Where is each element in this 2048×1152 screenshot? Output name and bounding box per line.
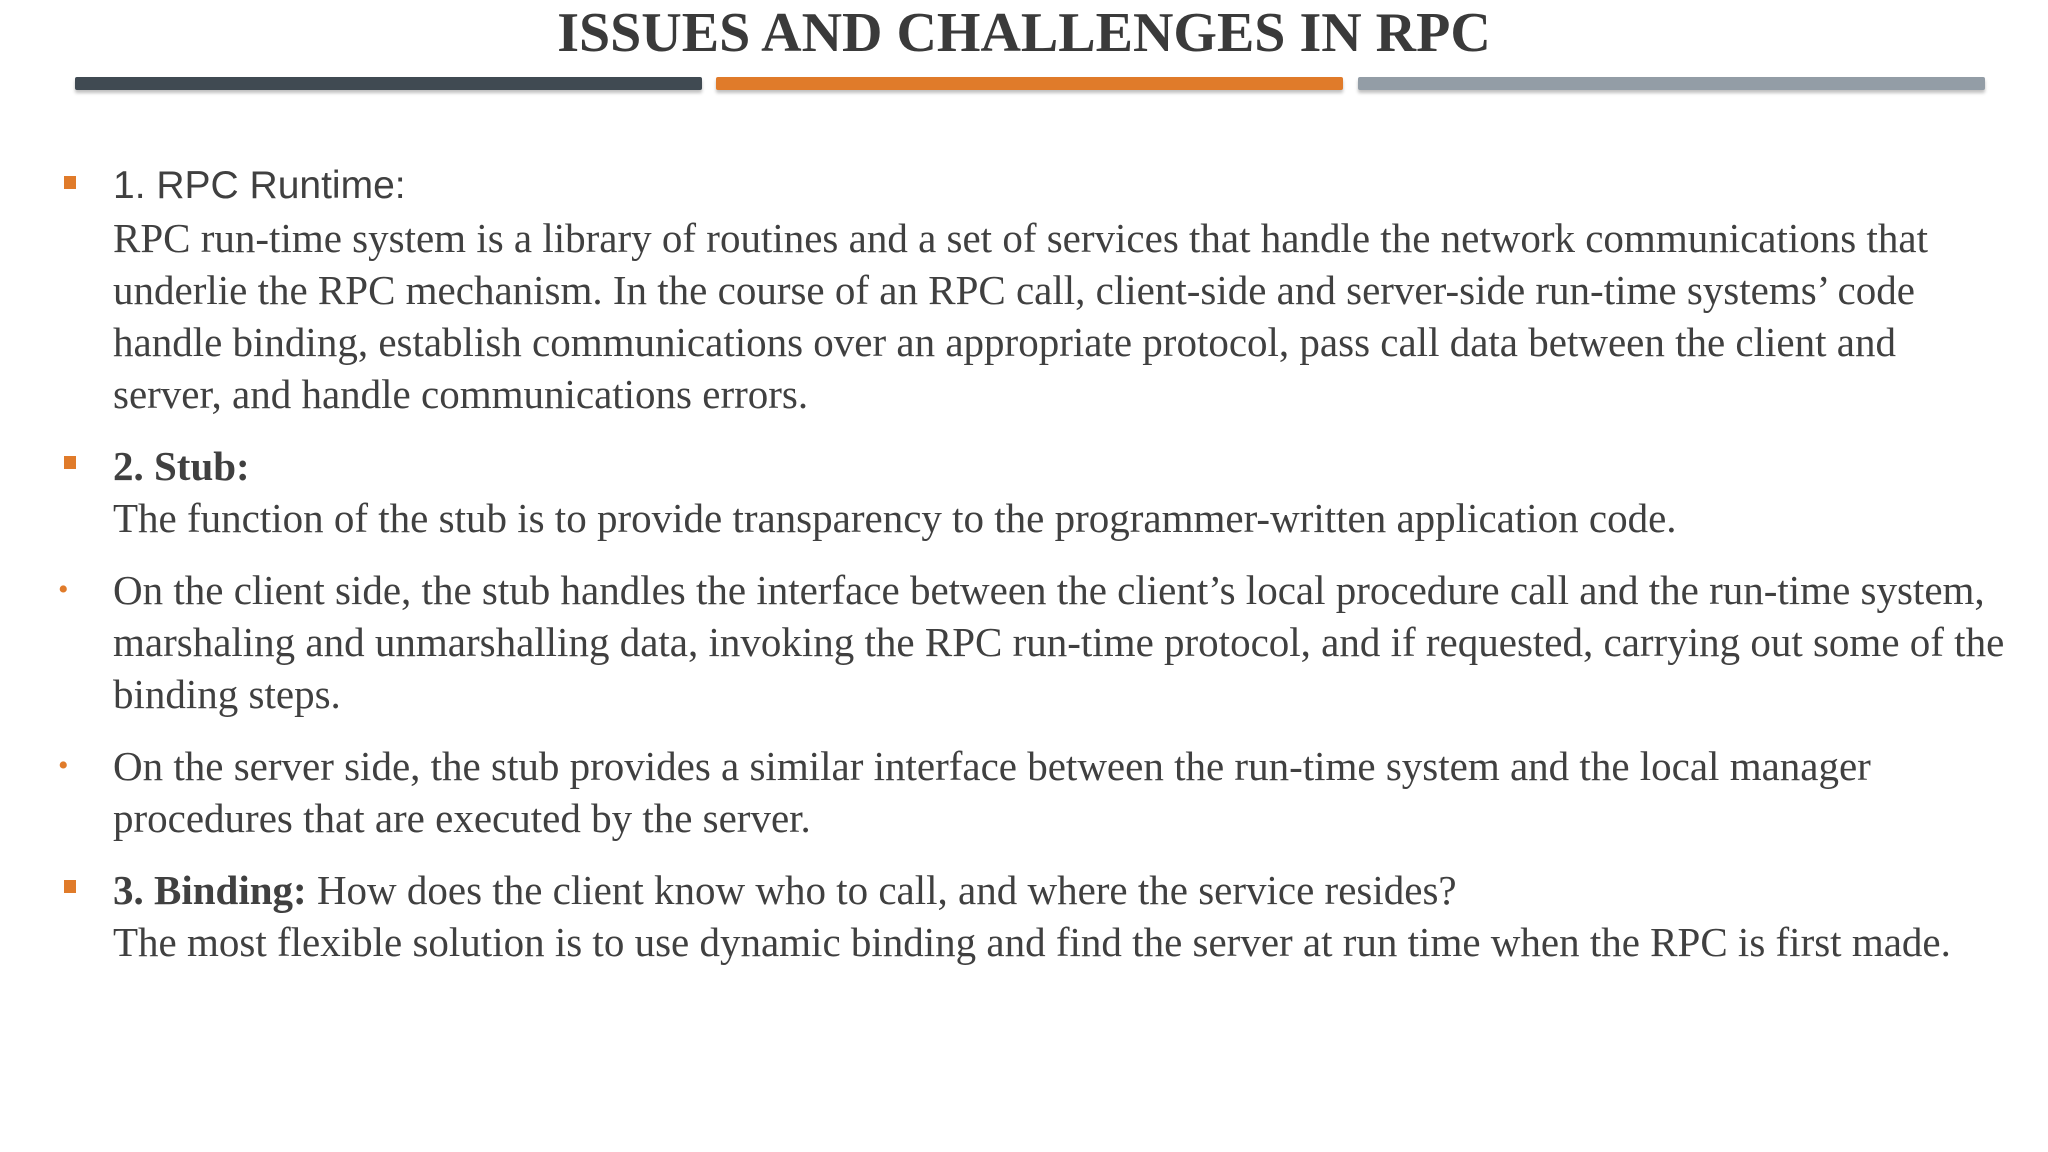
bullet-item-binding (0, 864, 2048, 968)
item-heading: 2. Stub: (113, 443, 250, 489)
square-bullet-icon (64, 456, 76, 469)
item-body: RPC run-time system is a library of routines and a set of services that handle the network communications that underlie the RPC mechanism. In the course of an RPC call, client-side and server-side run-time systems’ code handle binding, establish communications over an appropriate protocol, pass call data between the client and server, and handle communications errors. (113, 215, 1928, 417)
item-heading-line (113, 864, 2008, 916)
slide-title: ISSUES AND CHALLENGES IN RPC (557, 2, 1491, 64)
item-question: How does the client know who to call, and where the service resides? (306, 867, 1457, 913)
slide-body (0, 160, 2048, 968)
title-divider-orange (716, 77, 1343, 90)
bullet-item-rpc-runtime (0, 160, 2048, 420)
square-bullet-icon (64, 176, 76, 189)
title-divider-dark (75, 77, 702, 90)
title-divider-gray (1358, 77, 1985, 90)
item-heading: 3. Binding: (113, 867, 307, 913)
dot-bullet-icon: • (58, 573, 69, 606)
item-body: On the server side, the stub provides a similar interface between the run-time system and the local manager procedures that are executed by the server. (113, 743, 1871, 841)
sub-bullet-client-side (0, 564, 2048, 720)
item-heading: 1. RPC Runtime: (113, 164, 406, 207)
square-bullet-icon (64, 880, 76, 893)
dot-bullet-icon: • (58, 749, 69, 782)
bullet-item-stub (0, 440, 2048, 544)
item-body: On the client side, the stub handles the interface between the client’s local procedure call and the run-time system, marshaling and unmarshalling data, invoking the RPC run-time protocol, and if requested, carrying out some of the binding steps. (113, 567, 2005, 717)
item-body: The function of the stub is to provide transparency to the programmer-written application code. (113, 495, 1677, 541)
sub-bullet-server-side (0, 740, 2048, 844)
item-body: The most flexible solution is to use dynamic binding and find the server at run time when the RPC is first made. (113, 919, 1951, 965)
